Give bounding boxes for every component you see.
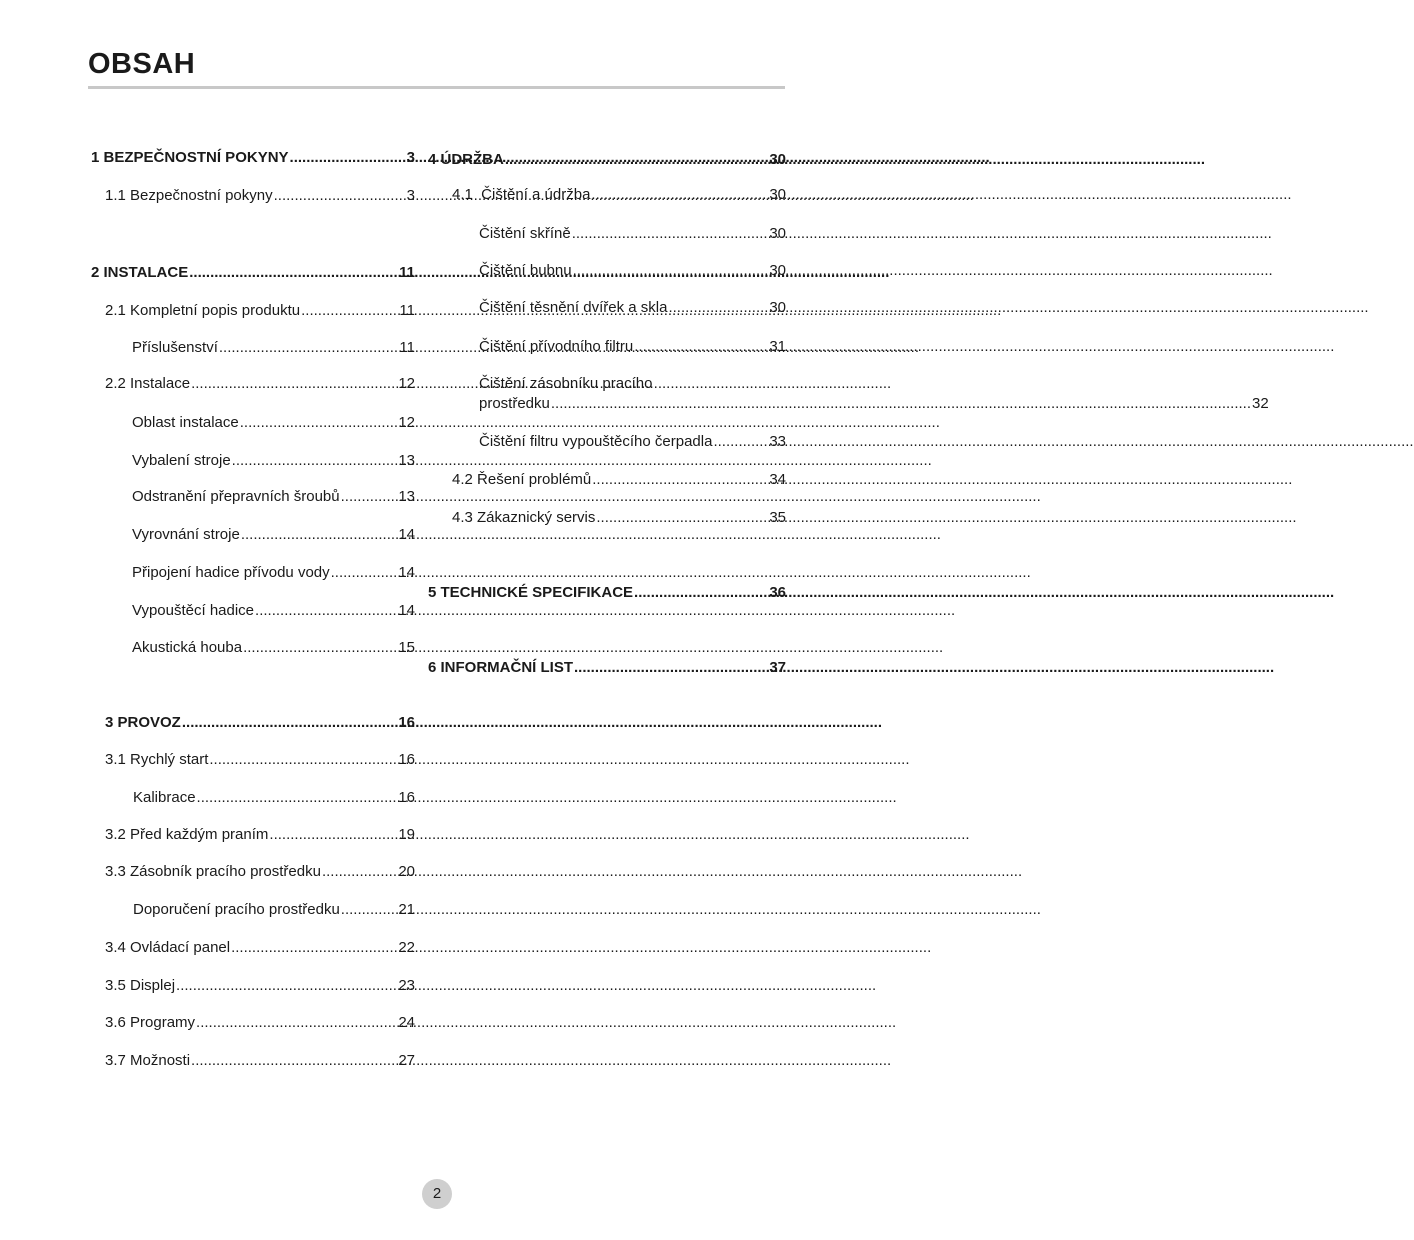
- toc-entry[interactable]: [428, 583, 786, 603]
- toc-page: 24: [398, 1014, 415, 1031]
- toc-page: 27: [398, 1052, 415, 1069]
- toc-page: 23: [398, 977, 415, 994]
- toc-label: Čištění těsnění dvířek a skla: [479, 299, 668, 316]
- toc-page: 31: [769, 338, 786, 355]
- toc-label: Čištění filtru vypouštěcího čerpadla: [479, 433, 713, 450]
- toc-entry[interactable]: [452, 185, 786, 205]
- toc-page: 35: [769, 509, 786, 526]
- toc-label-group: [479, 374, 1269, 414]
- page-number-badge: 2: [422, 1179, 452, 1209]
- toc-entry[interactable]: [105, 750, 415, 770]
- toc-entry[interactable]: [479, 224, 786, 244]
- toc-entry[interactable]: [479, 337, 786, 357]
- toc-label: 2 INSTALACE: [91, 264, 189, 281]
- toc-page: 11: [399, 302, 415, 319]
- toc-label: 3 PROVOZ: [105, 714, 181, 731]
- toc-entry[interactable]: [132, 525, 415, 545]
- toc-leader: [182, 713, 397, 733]
- toc-leader: [322, 862, 397, 882]
- toc-entry[interactable]: [105, 301, 415, 321]
- toc-leader: [191, 374, 397, 394]
- toc-entry[interactable]: [91, 148, 415, 168]
- toc-leader: [596, 508, 768, 528]
- toc-leader: [269, 825, 397, 845]
- toc-entry[interactable]: [132, 413, 415, 433]
- toc-label: Příslušenství: [132, 339, 218, 356]
- toc-page: 12: [398, 375, 415, 392]
- toc-leader: [591, 185, 768, 205]
- toc-entry[interactable]: [105, 1051, 415, 1071]
- toc-entry[interactable]: [105, 374, 415, 394]
- toc-page: 14: [398, 564, 415, 581]
- toc-leader: [255, 601, 397, 621]
- toc-page: 16: [398, 751, 415, 768]
- toc-label: Vyrovnání stroje: [132, 526, 240, 543]
- toc-leader: [341, 487, 398, 507]
- toc-leader: [274, 186, 406, 206]
- toc-leader: [241, 525, 397, 545]
- toc-page: 12: [398, 414, 415, 431]
- toc-leader: [219, 338, 399, 358]
- toc-label: 4.3 Zákaznický servis: [452, 509, 596, 526]
- toc-leader: [196, 1013, 397, 1033]
- toc-leader: [243, 638, 397, 658]
- toc-leader: [713, 432, 768, 452]
- toc-label: Čištění bubnu: [479, 262, 572, 279]
- toc-leader: [301, 301, 398, 321]
- toc-label: 1.1 Bezpečnostní pokyny: [105, 187, 273, 204]
- toc-entry[interactable]: [479, 374, 1269, 414]
- toc-entry[interactable]: [479, 432, 786, 452]
- toc-page: 14: [398, 526, 415, 543]
- toc-label: 4.2 Řešení problémů: [452, 471, 592, 488]
- toc-page: 15: [398, 639, 415, 656]
- toc-leader: [551, 394, 1251, 414]
- toc-leader: [189, 263, 398, 283]
- toc-leader: [290, 148, 406, 168]
- toc-entry[interactable]: [479, 298, 786, 318]
- toc-label: 3.7 Možnosti: [105, 1052, 191, 1069]
- toc-label: Vypouštěcí hadice: [132, 602, 255, 619]
- toc-entry[interactable]: [132, 563, 415, 583]
- toc-leader: [240, 413, 398, 433]
- toc-label: 3.2 Před každým praním: [105, 826, 269, 843]
- toc-label: 3.4 Ovládací panel: [105, 939, 231, 956]
- toc-page: 30: [769, 186, 786, 203]
- toc-entry[interactable]: [105, 976, 415, 996]
- toc-label: 4 ÚDRŽBA: [428, 151, 504, 168]
- toc-leader: [572, 224, 769, 244]
- toc-entry[interactable]: [105, 938, 415, 958]
- toc-leader: [191, 1051, 397, 1071]
- toc-leader: [592, 470, 768, 490]
- toc-leader: [209, 750, 397, 770]
- toc-entry[interactable]: [133, 788, 415, 808]
- toc-page: 36: [769, 584, 786, 601]
- toc-page: 3: [406, 149, 415, 166]
- toc-entry[interactable]: [133, 900, 415, 920]
- toc-page: 20: [398, 863, 415, 880]
- toc-page: 21: [398, 901, 415, 918]
- toc-label: Kalibrace: [133, 789, 196, 806]
- toc-leader: [232, 451, 398, 471]
- toc-entry[interactable]: [105, 713, 415, 733]
- toc-entry[interactable]: [105, 186, 415, 206]
- toc-page: 33: [769, 433, 786, 450]
- toc-entry[interactable]: [428, 150, 786, 170]
- toc-label: 3.1 Rychlý start: [105, 751, 209, 768]
- toc-label: 3.6 Programy: [105, 1014, 196, 1031]
- toc-leader: [505, 150, 768, 170]
- toc-leader: [634, 337, 768, 357]
- toc-label: prostředku: [479, 395, 550, 412]
- toc-label: 1 BEZPEČNOSTNÍ POKYNY: [91, 149, 289, 166]
- toc-entry[interactable]: [452, 470, 786, 490]
- toc-label: Akustická houba: [132, 639, 243, 656]
- toc-label: 2.2 Instalace: [105, 375, 191, 392]
- toc-page: 30: [769, 262, 786, 279]
- toc-page: 34: [769, 471, 786, 488]
- toc-entry[interactable]: [105, 1013, 415, 1033]
- toc-label: Čištění skříně: [479, 225, 571, 242]
- toc-page: 32: [1252, 395, 1269, 412]
- toc-page: 3: [406, 187, 415, 204]
- toc-label: Odstranění přepravních šroubů: [132, 488, 340, 505]
- toc-entry[interactable]: [452, 508, 786, 528]
- toc-page: 16: [398, 789, 415, 806]
- toc-page: 13: [398, 488, 415, 505]
- toc-label: Čištění zásobníku pracího: [479, 375, 653, 392]
- toc-page: 11: [399, 264, 415, 281]
- toc-leader: [331, 563, 398, 583]
- toc-leader: [197, 788, 398, 808]
- toc-entry[interactable]: [105, 862, 415, 882]
- toc-leader: [231, 938, 397, 958]
- toc-label: 5 TECHNICKÉ SPECIFIKACE: [428, 584, 634, 601]
- toc-entry[interactable]: [91, 263, 415, 283]
- toc-page: 11: [399, 339, 415, 356]
- toc-entry[interactable]: [105, 825, 415, 845]
- toc-page: 16: [398, 714, 415, 731]
- toc-label: Vybalení stroje: [132, 452, 231, 469]
- toc-page: 14: [398, 602, 415, 619]
- toc-entry[interactable]: [132, 601, 415, 621]
- toc-page: 37: [769, 659, 786, 676]
- toc-page: 30: [769, 151, 786, 168]
- toc-page: 30: [769, 225, 786, 242]
- title-divider: [88, 86, 785, 89]
- toc-page: 19: [398, 826, 415, 843]
- toc-page: 22: [398, 939, 415, 956]
- toc-leader: [574, 658, 768, 678]
- toc-leader: [176, 976, 397, 996]
- toc-label: 4.1 Čištění a údržba: [452, 186, 591, 203]
- toc-page: 13: [398, 452, 415, 469]
- toc-leader: [341, 900, 398, 920]
- toc-label: Čištění přívodního filtru: [479, 338, 634, 355]
- toc-entry[interactable]: [479, 261, 786, 281]
- page-title: OBSAH: [88, 48, 196, 80]
- toc-label: 6 INFORMAČNÍ LIST: [428, 659, 573, 676]
- toc-page: 30: [769, 299, 786, 316]
- toc-entry[interactable]: [132, 638, 415, 658]
- toc-label: 3.5 Displej: [105, 977, 176, 994]
- toc-label: Doporučení pracího prostředku: [133, 901, 340, 918]
- toc-entry[interactable]: [132, 451, 415, 471]
- toc-leader: [634, 583, 768, 603]
- toc-leader: [573, 261, 769, 281]
- toc-leader: [668, 298, 768, 318]
- toc-label: Připojení hadice přívodu vody: [132, 564, 330, 581]
- toc-label: 2.1 Kompletní popis produktu: [105, 302, 301, 319]
- toc-label: Oblast instalace: [132, 414, 239, 431]
- toc-entry[interactable]: [428, 658, 786, 678]
- toc-label: 3.3 Zásobník pracího prostředku: [105, 863, 321, 880]
- toc-entry[interactable]: [132, 487, 415, 507]
- toc-entry[interactable]: [132, 338, 415, 358]
